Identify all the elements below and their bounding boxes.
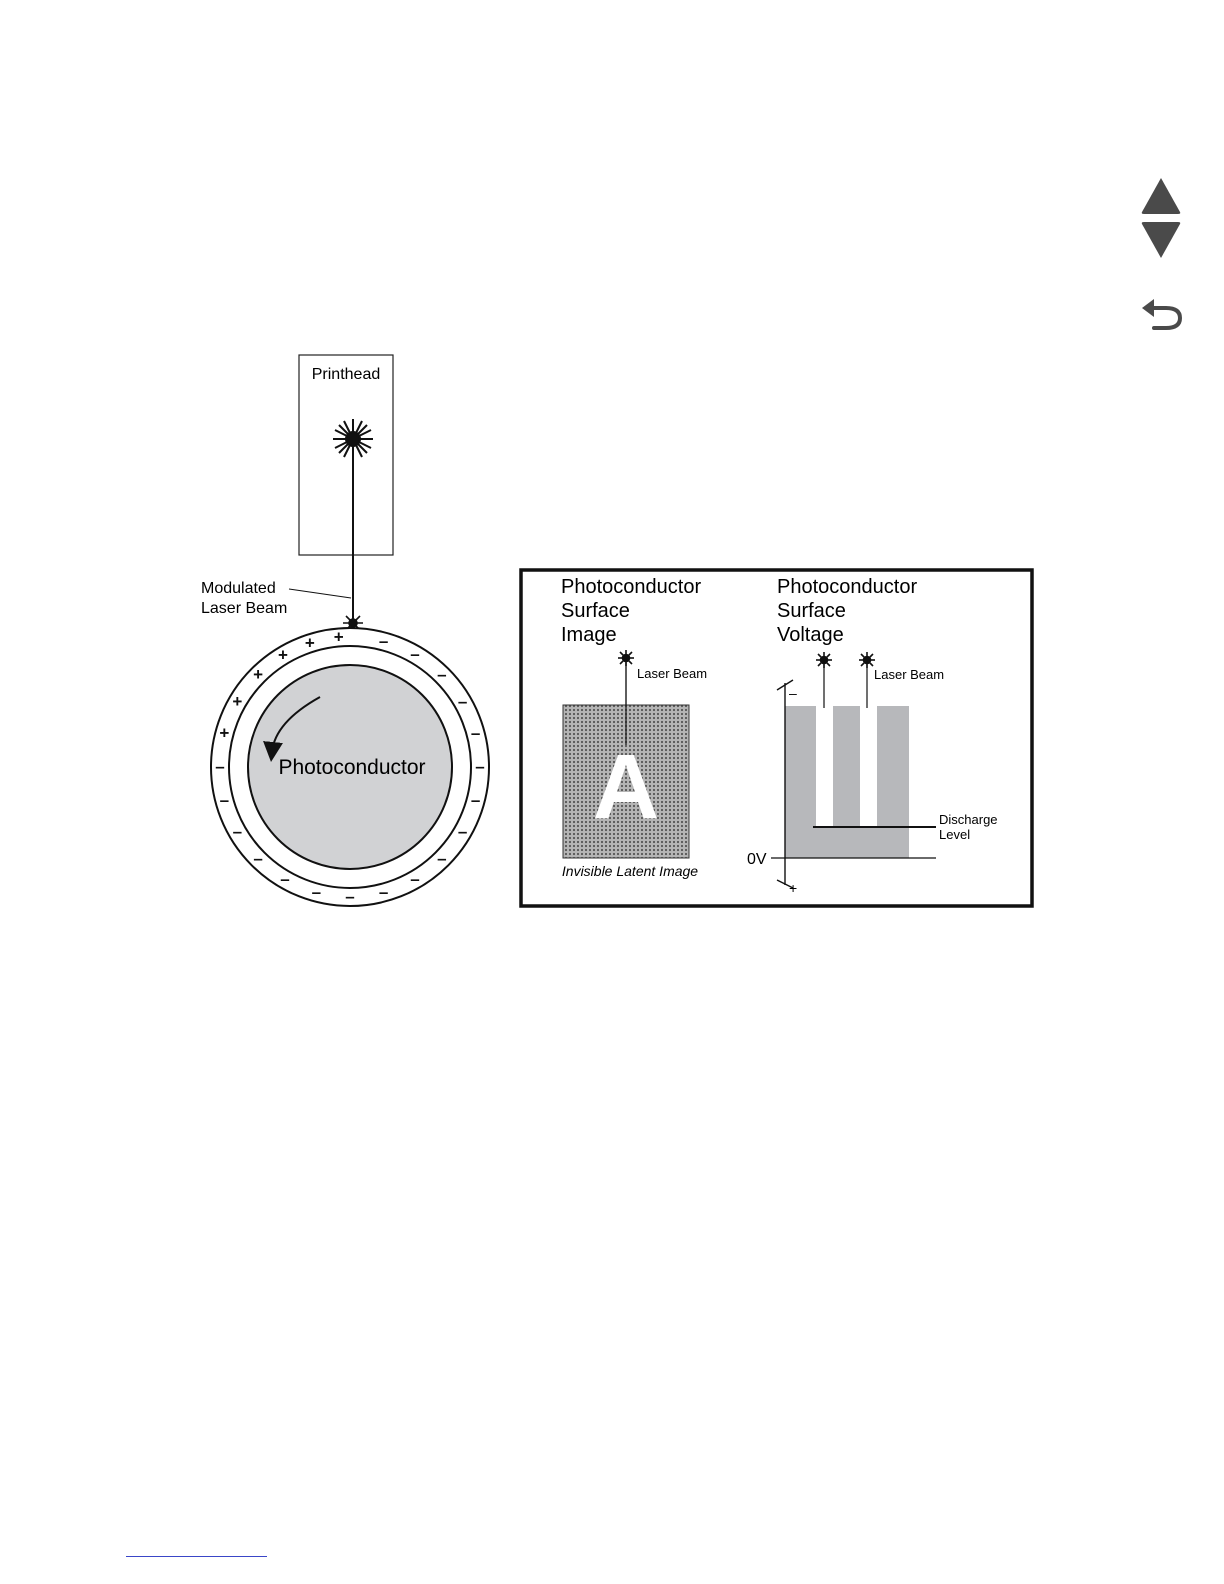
surface-image-title-3: Image — [561, 624, 617, 646]
surface-voltage-title-1: Photoconductor — [777, 576, 918, 598]
surface-image-laser-label: Laser Beam — [637, 666, 708, 681]
latent-image-letter: A — [592, 736, 660, 838]
negative-charge: – — [280, 869, 290, 889]
negative-charge: – — [457, 692, 468, 711]
positive-charge: + — [232, 692, 243, 711]
negative-charge: – — [475, 757, 485, 776]
axis-plus-label: + — [789, 880, 798, 896]
negative-charge: – — [232, 822, 243, 841]
discharge-channel — [816, 706, 833, 827]
negative-charge: – — [470, 723, 481, 743]
beam-leader-line — [289, 589, 351, 598]
positive-charge: + — [304, 633, 315, 653]
negative-charge: – — [410, 644, 420, 664]
positive-charge: + — [219, 723, 230, 743]
printhead — [299, 355, 393, 555]
voltage-block — [785, 706, 909, 858]
surface-voltage-laser-label: Laser Beam — [874, 667, 945, 682]
negative-charge: – — [437, 665, 447, 685]
negative-charge: – — [345, 887, 355, 906]
positive-charge: + — [333, 627, 344, 647]
discharge-label-2: Level — [939, 827, 971, 842]
surface-image-title-2: Surface — [561, 600, 630, 622]
surface-voltage-title-3: Voltage — [777, 624, 844, 646]
negative-charge: – — [410, 869, 420, 889]
positive-charge: + — [253, 665, 264, 685]
latent-image-caption: Invisible Latent Image — [561, 863, 699, 879]
photoconductor-label: Photoconductor — [278, 756, 426, 779]
positive-charge: + — [278, 645, 288, 665]
negative-charge: – — [215, 757, 225, 776]
discharge-channel — [860, 706, 877, 827]
surface-voltage-title-2: Surface — [777, 600, 846, 622]
negative-charge: – — [378, 882, 389, 902]
axis-minus-label: – — [789, 685, 797, 701]
discharge-label-1: Discharge — [939, 812, 998, 827]
negative-charge: – — [437, 848, 447, 868]
zero-volt-label: 0V — [747, 851, 767, 868]
negative-charge: – — [457, 822, 468, 841]
beam-label-line1: Modulated — [201, 580, 276, 597]
negative-charge: – — [253, 848, 263, 868]
negative-charge: – — [219, 790, 230, 810]
footer-link-rule[interactable] — [126, 1556, 267, 1557]
negative-charge: – — [470, 790, 481, 810]
beam-label-line2: Laser Beam — [201, 600, 288, 617]
negative-charge: – — [311, 882, 322, 902]
printhead-label: Printhead — [311, 366, 381, 383]
negative-charge: – — [378, 631, 389, 651]
surface-image-title-1: Photoconductor — [561, 576, 702, 598]
